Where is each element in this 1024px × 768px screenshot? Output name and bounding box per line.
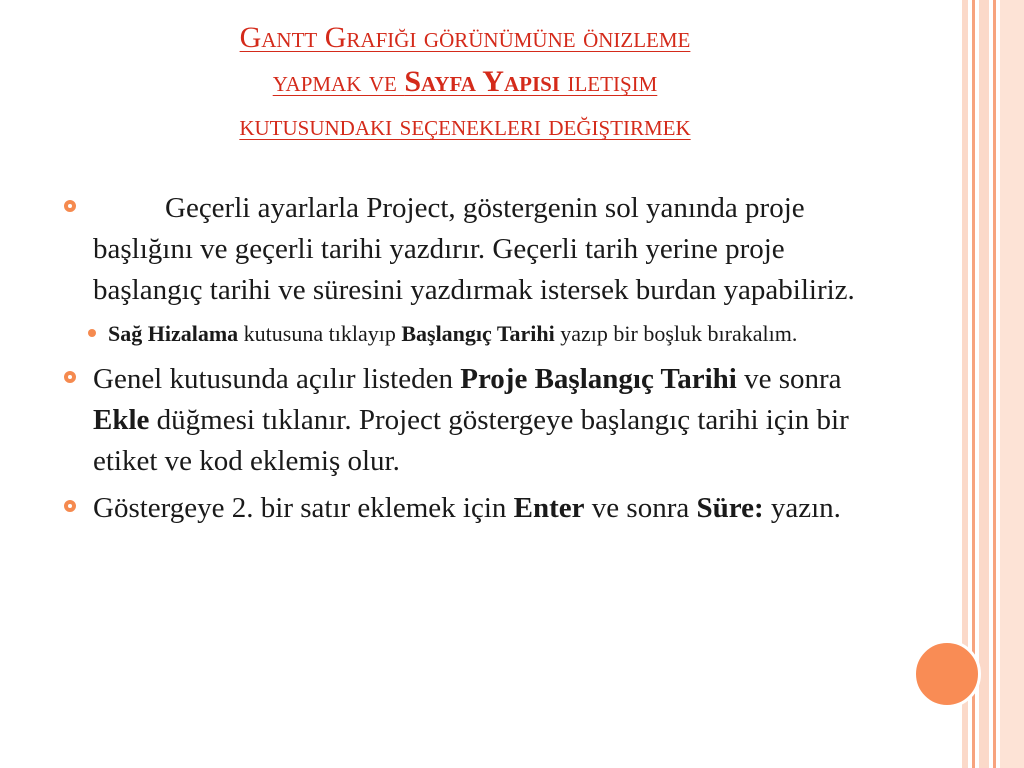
title-line-2-post: iletişim	[559, 65, 658, 98]
bullet-1	[60, 188, 870, 311]
title-line-3: kutusundaki seçenekleri değiştirmek	[239, 109, 691, 142]
bullet-2	[60, 359, 870, 482]
sub-text-2: yazıp bir boşluk bırakalım.	[554, 321, 798, 346]
bullet-marker-icon	[64, 371, 76, 383]
sub-bullet-1	[60, 317, 870, 351]
slide-title	[60, 16, 870, 148]
bullet-2-bold-2: Ekle	[93, 404, 150, 436]
bullet-2-text-3: düğmesi tıklanır. Project göstergeye başlangıç tarihi için bir etiket ve kod eklemiş olur.	[93, 404, 849, 477]
bullet-2-text-2: ve sonra	[736, 363, 842, 395]
bullet-3-text-1: Göstergeye 2. bir satır eklemek için	[93, 492, 514, 524]
slide-body	[60, 188, 870, 535]
decorative-circle	[913, 640, 981, 708]
bullet-marker-icon	[64, 500, 76, 512]
bullet-3-text-3: yazın.	[763, 492, 841, 524]
bullet-3-text-2: ve sonra	[584, 492, 697, 524]
bullet-marker-icon	[64, 200, 76, 212]
bullet-3	[60, 488, 870, 529]
bullet-3-bold-2: Süre:	[696, 492, 764, 524]
sub-bold-2: Başlangıç Tarihi	[401, 321, 555, 346]
stripe	[1000, 0, 1024, 768]
bullet-2-bold-1: Proje Başlangıç Tarihi	[460, 363, 737, 395]
sub-bold-1: Sağ Hizalama	[108, 321, 239, 346]
bullet-2-text-1: Genel kutusunda açılır listeden	[93, 363, 461, 395]
title-line-2-pre: yapmak ve	[272, 65, 405, 98]
title-line-1: Gantt Grafiği görünümüne önizleme	[239, 21, 691, 54]
stripe	[993, 0, 996, 768]
bullet-1-text: Geçerli ayarlarla Project, göstergenin sol yanında proje başlığını ve geçerli tarihi yazdırır. Geçerli tarih yerine proje başlangıç tarihi ve süresini yazdırmak istersek burdan yapabiliriz.	[93, 192, 855, 306]
sub-text-1: kutusuna tıklayıp	[238, 321, 402, 346]
bullet-3-bold-1: Enter	[513, 492, 585, 524]
stripe	[979, 0, 989, 768]
title-line-2-bold: Sayfa Yapısı	[404, 65, 560, 98]
sub-bullet-dot-icon	[88, 329, 96, 337]
